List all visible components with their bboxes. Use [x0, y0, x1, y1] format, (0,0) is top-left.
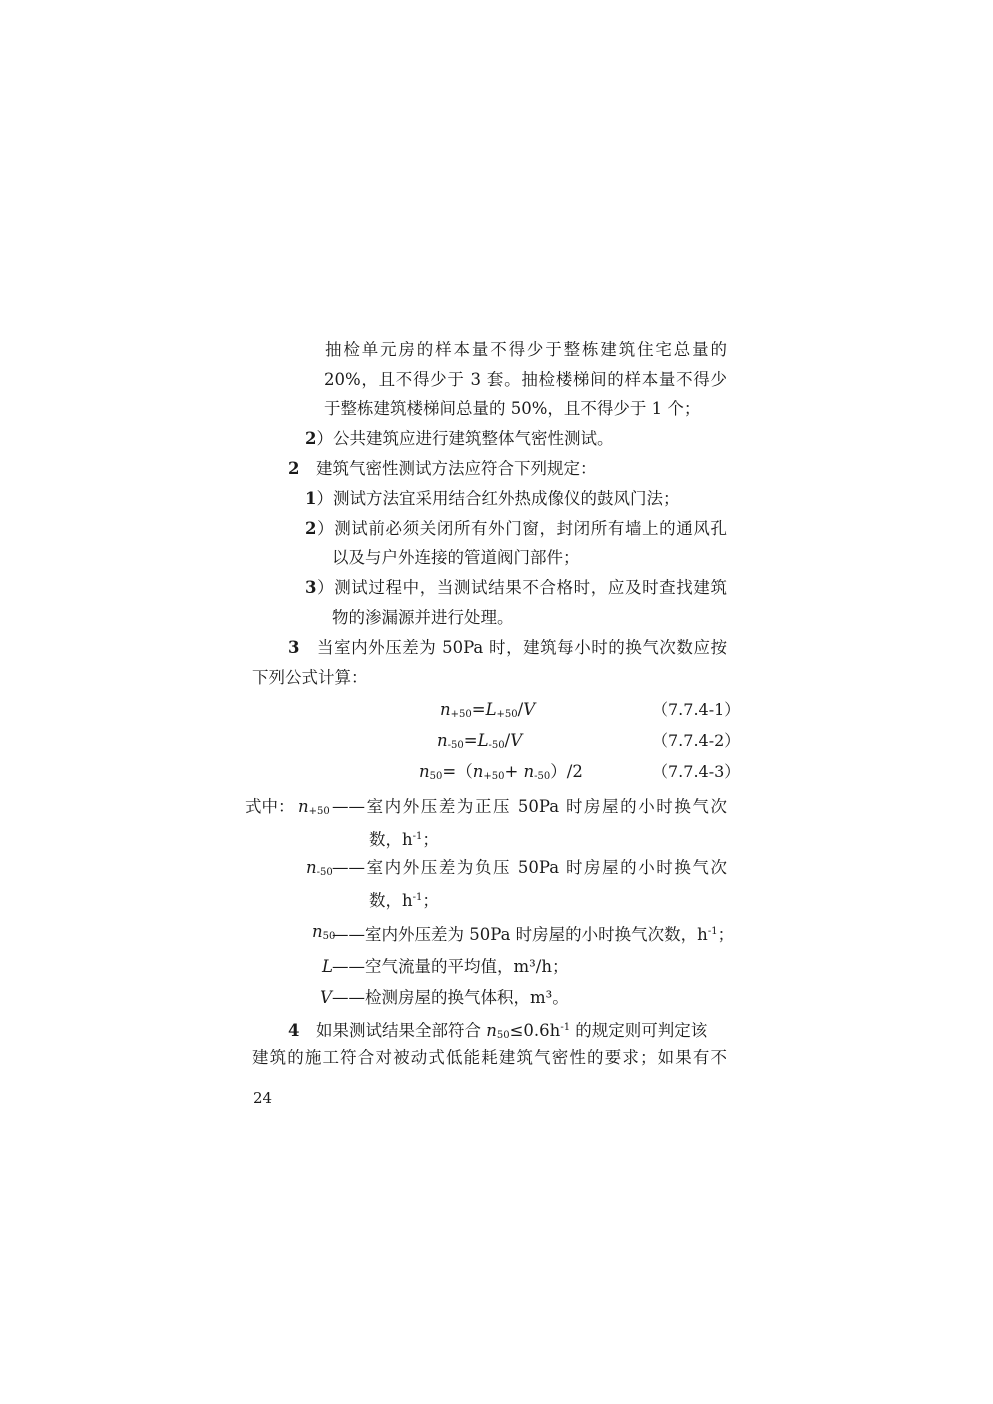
equation-number: （7.7.4-3）: [652, 762, 741, 781]
clause-number: 3: [288, 638, 300, 657]
text-line: 物的渗漏源并进行处理。: [332, 608, 514, 627]
text-line: 建筑的施工符合对被动式低能耗建筑气密性的要求；如果有不: [252, 1048, 727, 1067]
text-line: 于整栋建筑楼梯间总量的 50%，且不得少于 1 个；: [324, 399, 701, 418]
text-line: 抽检单元房的样本量不得少于整栋建筑住宅总量的: [325, 340, 727, 359]
list-item: [305, 488, 679, 510]
clause-heading: [288, 458, 596, 480]
definition-text: ——室内外压差为负压 50Pa 时房屋的小时换气次: [332, 858, 727, 877]
equation-2: $n_{-50}=L_{-50}/V$: [437, 731, 523, 751]
item-text: ）公共建筑应进行建筑整体气密性测试。: [316, 429, 614, 448]
equation-1: $n_{+50}=L_{+50}/V$: [440, 700, 536, 720]
list-item: 2）测试前必须关闭所有外门窗，封闭所有墙上的通风孔: [305, 519, 727, 538]
definition-text: 数，$h^{-1}$；: [369, 891, 439, 910]
definition-prefix: 式中：: [245, 797, 295, 816]
text-line: 以及与户外连接的管道阀门部件；: [332, 548, 580, 567]
definition-symbol: $n_{+50}$: [298, 797, 330, 817]
definition-text: ——检测房屋的换气体积，m³。: [332, 988, 569, 1007]
list-item: [305, 428, 613, 450]
item-number: 2: [305, 429, 317, 448]
clause-heading: 4 如果测试结果全部符合 $n_{50}\le 0.6h^{-1}$ 的规定则可判定该: [288, 1021, 708, 1041]
definition-text: ——空气流量的平均值，m³/h；: [332, 957, 569, 976]
page-number: 24: [253, 1089, 273, 1107]
definition-symbol: L: [322, 957, 333, 976]
definition-symbol: V: [320, 988, 332, 1007]
clause-number: 4: [288, 1021, 300, 1040]
definition-symbol: $n_{50}$: [312, 922, 336, 942]
definition-text: ——室内外压差为 50Pa 时房屋的小时换气次数，$h^{-1}$；: [332, 925, 735, 944]
clause-heading: 3 当室内外压差为 50Pa 时，建筑每小时的换气次数应按: [288, 638, 727, 657]
item-number: 1: [305, 489, 317, 508]
clause-number: 2: [288, 459, 300, 478]
item-text: ）测试方法宜采用结合红外热成像仪的鼓风门法；: [316, 489, 680, 508]
text-line: 20%，且不得少于 3 套。抽检楼梯间的样本量不得少: [324, 370, 727, 389]
text-line: 下列公式计算：: [252, 668, 368, 687]
definition-text: 数，$h^{-1}$；: [369, 830, 439, 849]
equation-number: （7.7.4-2）: [652, 731, 741, 750]
equation-number: （7.7.4-1）: [652, 700, 741, 719]
definition-text: ——室内外压差为正压 50Pa 时房屋的小时换气次: [332, 797, 727, 816]
item-number: 2: [305, 519, 317, 538]
clause-text: 建筑气密性测试方法应符合下列规定：: [299, 459, 597, 478]
list-item: 3）测试过程中，当测试结果不合格时，应及时查找建筑: [305, 578, 727, 597]
equation-3: $n_{50}=(n_{+50}+ n_{-50})/2$: [419, 762, 583, 782]
definition-symbol: $n_{-50}$: [306, 858, 333, 878]
item-number: 3: [305, 578, 317, 597]
